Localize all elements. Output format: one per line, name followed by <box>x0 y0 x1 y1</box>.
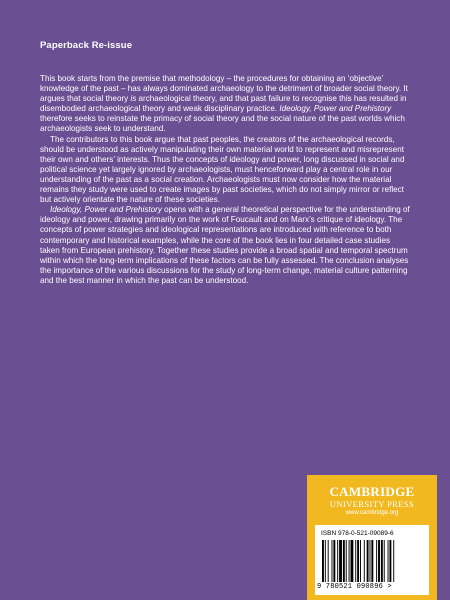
publisher-block <box>307 475 437 600</box>
blurb-text-segment: This book starts from the premise that methodology – the procedures for obtaining an ‘objective’ knowledge of the past – has always dominated archaeology to the detriment of broader social theory. It argues that social theory <box>40 74 408 104</box>
emphasis-is: is <box>130 94 137 104</box>
barcode-bar <box>364 540 365 582</box>
barcode-bar <box>388 540 389 582</box>
barcode-bar <box>371 540 373 582</box>
barcode-bar <box>367 540 369 582</box>
blurb-text-segment: The contributors to this book argue that past peoples, the creators of the archaeological records, should be understood as actively manipulating their own material world to represent and misrepresent their own and others’ interests. Thus the concepts of ideology and power, long discussed in social and political science yet largely ignored by archaeologists, must henceforward play a central role in our understanding of the past as a social creation. Archaeologists must now consider how the material remains they study were used to create images by past societies, which do not simply mirror or reflect but actively orientate the nature of these societies. <box>40 134 405 205</box>
barcode-bar <box>332 540 333 582</box>
publisher-subtitle: UNIVERSITY PRESS <box>329 499 415 509</box>
blurb-paragraph-1 <box>40 74 412 135</box>
blurb-paragraph-2 <box>40 135 412 206</box>
barcode-bar <box>343 540 345 582</box>
book-title-reference: Ideology, Power and Prehistory <box>50 205 162 215</box>
publisher-name: CAMBRIDGE <box>329 484 415 499</box>
barcode-bar <box>346 540 347 582</box>
isbn-barcode-box <box>315 525 429 595</box>
barcode-bar <box>351 540 354 582</box>
barcode-bar <box>370 540 371 582</box>
barcode-icon <box>321 540 425 585</box>
barcode-bar <box>393 540 394 582</box>
barcode-bar <box>360 540 361 582</box>
barcode-bar <box>339 540 342 582</box>
barcode-bar <box>357 540 359 582</box>
blurb-text-segment: opens with a general theoretical perspective for the understanding of ideology and power, drawing primarily on the work of Foucault and on Marx’s critique of ideology. The concepts of power strategies and ideological representations are introduced with reference to both contemporary and historical examples, while the core of the book lies in four detailed case studies taken from European prehistory. Together these studies provide a broad spatial and temporal spectrum within which the long-term implications of these factors can be fully assessed. The conclusion analyses the importance of the various discussions for the study of long-term change, material culture patterning and the best manner in which the past can be understood. <box>40 205 410 285</box>
blurb-text-segment: archaeological theory, and that past failure to recognise this has resulted in disembodied archaeological theory and weak disciplinary practice. <box>40 94 407 114</box>
barcode-bar <box>384 540 385 582</box>
barcode-digits: 9 780521 090896 > <box>317 583 392 591</box>
blurb-text-segment: therefore seeks to reinstate the primacy of social theory and the social nature of the past worlds which archaeologists seek to understand. <box>40 114 405 134</box>
reissue-heading: Paperback Re-issue <box>40 40 133 51</box>
barcode-bar <box>355 540 356 582</box>
publisher-url: www.cambridge.org <box>345 510 399 516</box>
book-title-reference: Ideology, Power and Prehistory <box>279 104 392 114</box>
barcode-bar <box>376 540 377 582</box>
isbn-label: ISBN 978-0-521-09089-6 <box>321 530 394 537</box>
blurb-text <box>40 74 412 286</box>
barcode-bar <box>378 540 380 582</box>
barcode-bar <box>325 540 326 582</box>
barcode-bar <box>349 540 350 582</box>
barcode-bar <box>328 540 329 582</box>
barcode-bar <box>333 540 335 582</box>
barcode-bar <box>322 540 324 582</box>
blurb-paragraph-3 <box>40 205 412 286</box>
barcode-bar <box>389 540 391 582</box>
barcode-bar <box>337 540 338 582</box>
barcode-bar <box>381 540 383 582</box>
